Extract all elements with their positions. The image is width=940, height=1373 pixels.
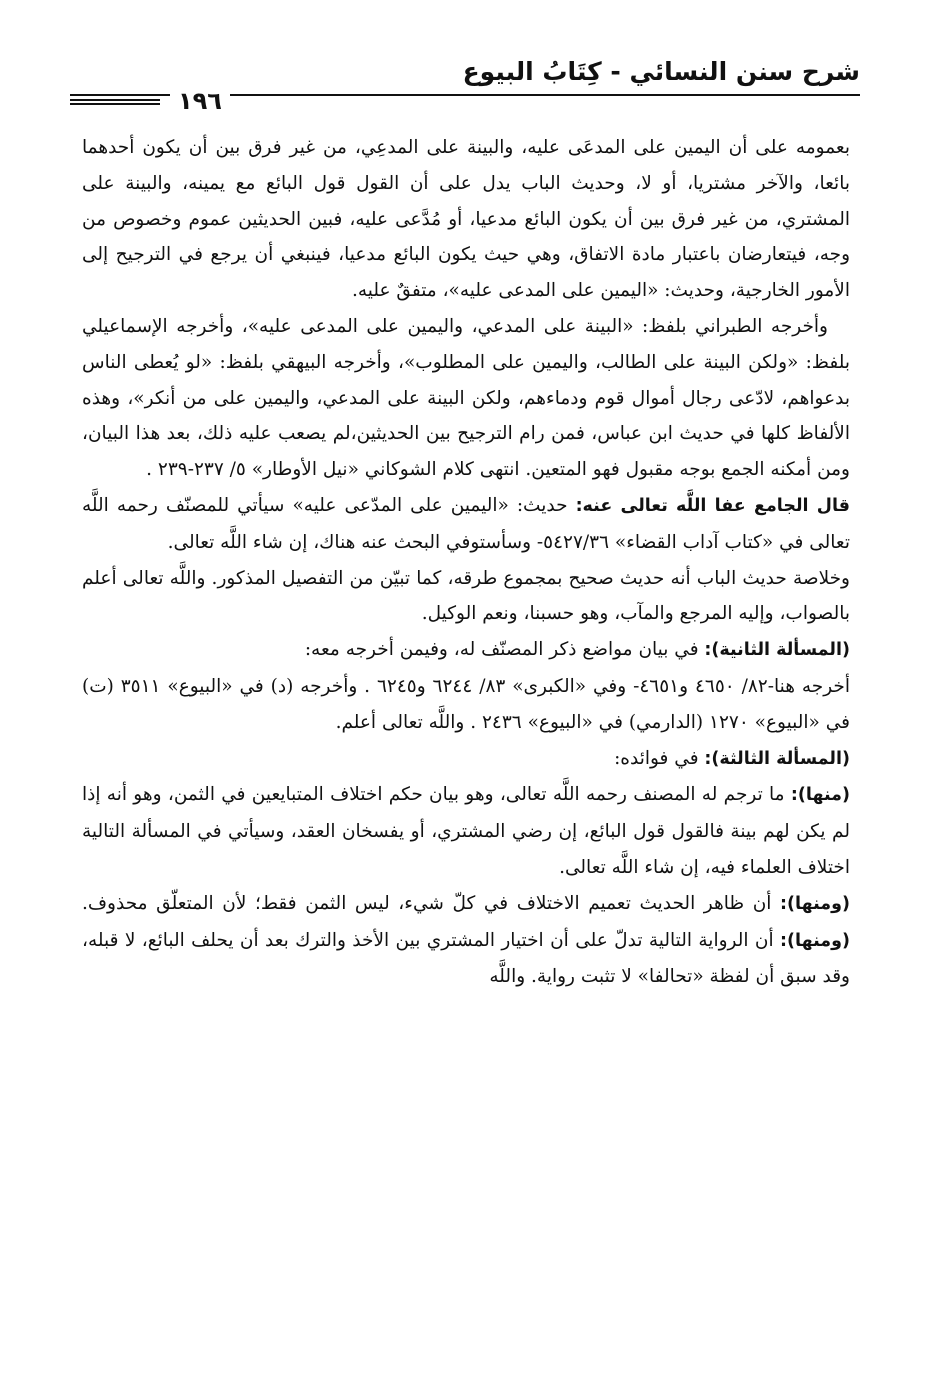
paragraph-8 [82, 777, 850, 885]
paragraph-5 [82, 632, 850, 669]
paragraph-3-text: حديث: «اليمين على المدّعى عليه» سيأتي للمصنّف رحمه اللَّه تعالى في «كتاب آداب القضاء» ٥٤٢٧/٣٦- وسأستوفي البحث عنه هناك، إن شاء اللَّه تعالى. [82, 494, 850, 553]
paragraph-6 [82, 669, 850, 741]
paragraph-9 [82, 886, 850, 995]
paragraph-9-text-2: أن الرواية التالية تدلّ على أن اختيار المشتري بين الأخذ والترك بعد أن يحلف البائع، لا قبله، وقد سبق أن لفظة «تحالفا» لا تثبت رواية. واللَّه [82, 929, 850, 988]
paragraph-9-lead-2: (ومنها): [780, 930, 850, 951]
paragraph-1 [82, 130, 850, 309]
paragraph-4 [82, 561, 850, 633]
paragraph-7-lead: (المسألة الثالثة): [704, 748, 850, 769]
page-header [70, 52, 860, 114]
page-body [82, 130, 850, 995]
paragraph-6-text: أخرجه هنا-٨٢/ ٤٦٥٠ و٤٦٥١- وفي «الكبرى» ٨٣/ ٦٢٤٤ و٦٢٤٥ . وأخرجه (د) في «البيوع» ٣٥١١ (ت) في «البيوع» ١٢٧٠ (الدارمي) في «البيوع» ٢٤٣٦ . واللَّه تعالى أعلم. [82, 675, 850, 733]
paragraph-2-text: وأخرجه الطبراني بلفظ: «البينة على المدعي، واليمين على المدعى عليه»، وأخرجه الإسماعيلي بلفظ: «ولكن البينة على الطالب، واليمين على المطلوب»، وأخرجه البيهقي بلفظ: «لو يُعطى الناس بدعواهم، لادّعى رجال أموال قوم ودماءهم، ولكن البينة على المدعي، واليمين على من أنكر»، وهذه الألفاظ كلها في حديث ابن عباس، فمن رام الترجيح بين الحديثين،لم يصعب عليه ذلك، بعد هذا البيان، ومن أمكنه الجمع بوجه مقبول فهو المتعين. انتهى كلام الشوكاني «نيل الأوطار» ٥/ ٢٣٧-٢٣٩ . [82, 315, 850, 481]
paragraph-3 [82, 488, 850, 561]
paragraph-3-lead: قال الجامع عفا اللَّه تعالى عنه: [575, 495, 850, 516]
paragraph-8-text: ما ترجم له المصنف رحمه اللَّه تعالى، وهو بيان حكم اختلاف المتبايعين في الثمن، وهو أنه إذا لم يكن لهم بينة فالقول قول البائع، إن رضي المشتري، أو يفسخان العقد، وسيأتي في المسألة التالية اختلاف العلماء فيه، إن شاء اللَّه تعالى. [82, 784, 850, 878]
running-title: شرح سنن النسائي - كِتَابُ البيوع [462, 57, 860, 86]
paragraph-2 [82, 309, 850, 488]
paragraph-9-lead: (ومنها): [780, 893, 850, 914]
paragraph-9-text: أن ظاهر الحديث تعميم الاختلاف في كلّ شيء، ليس الثمن فقط؛ لأن المتعلّق محذوف. [82, 892, 781, 914]
paragraph-1-text: بعمومه على أن اليمين على المدعَى عليه، والبينة على المدعِي، من غير فرق بين أن يكون أحدهما بائعا، والآخر مشتريا، أو لا، وحديث الباب يدل على أن القول قول البائع مع يمينه، والبينة على المشتري، من غير فرق بين أن يكون البائع مدعيا، أو مُدَّعى عليه، فبين الحديثين عموم وخصوص من وجه، فيتعارضان باعتبار مادة الاتفاق، وهي حيث يكون البائع مدعيا، فينبغي أن يرجع في الترجيح إلى الأمور الخارجية، وحديث: «اليمين على المدعى عليه»، متفقٌ عليه. [82, 137, 850, 302]
paragraph-5-lead: (المسألة الثانية): [704, 640, 850, 661]
paragraph-5-text: في بيان مواضع ذكر المصنّف له، وفيمن أخرجه معه: [304, 639, 705, 661]
paragraph-4-text: وخلاصة حديث الباب أنه حديث صحيح بمجموع طرقه، كما تبيّن من التفصيل المذكور. واللَّه تعالى أعلم بالصواب، وإليه المرجع والمآب، وهو حسبنا، ونعم الوكيل. [82, 567, 850, 625]
header-rule-double-bottom [70, 103, 160, 105]
header-rule-double-top [70, 99, 160, 101]
page-number: ١٩٦ [170, 84, 230, 118]
paragraph-7 [82, 741, 850, 778]
paragraph-7-text: في فوائده: [614, 747, 705, 769]
paragraph-8-lead: (منها): [790, 785, 850, 806]
